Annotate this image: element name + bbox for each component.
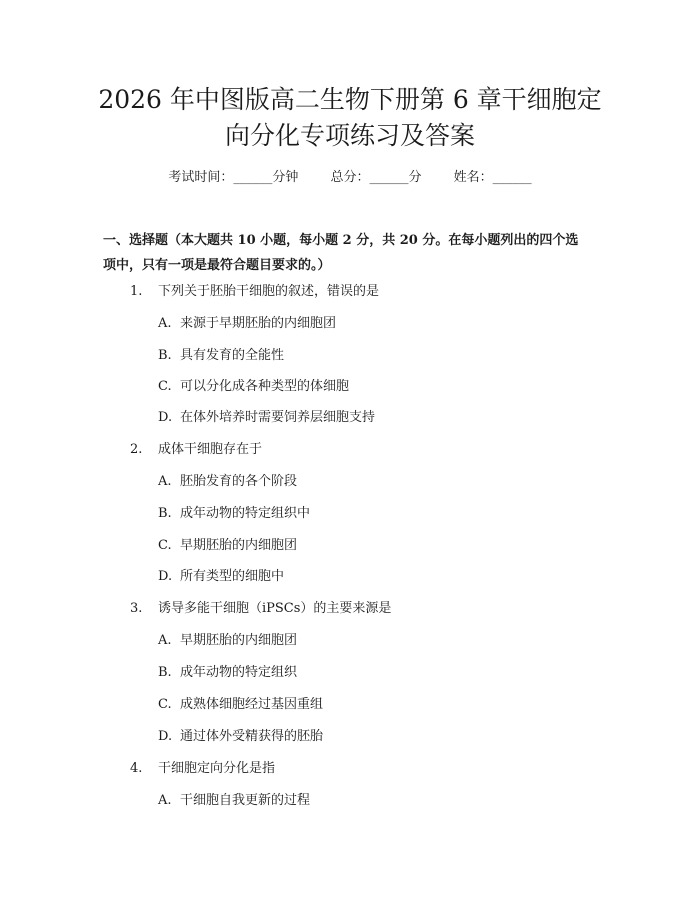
option-text: 胚胎发育的各个阶段 [180, 474, 298, 489]
student-name-field: 姓名：______ [453, 170, 532, 185]
question-number: 1. [130, 284, 143, 299]
option-letter: D. [158, 729, 173, 744]
option-letter: D. [158, 410, 173, 425]
option-text: 具有发育的全能性 [180, 348, 285, 363]
option-letter: A. [158, 633, 172, 648]
option-letter: C. [158, 538, 172, 553]
option-letter: B. [158, 348, 172, 363]
exam-meta [0, 168, 700, 188]
option-letter: C. [158, 379, 172, 394]
question-1-option-b [158, 346, 284, 366]
question-1-option-c [158, 377, 349, 397]
option-letter: C. [158, 697, 172, 712]
question-text: 下列关于胚胎干细胞的叙述，错误的是 [158, 284, 380, 299]
document-title-line1: 2026 年中图版高二生物下册第 6 章干细胞定 [98, 85, 602, 114]
question-3-option-d [158, 727, 323, 747]
question-4 [130, 759, 275, 779]
option-letter: B. [158, 665, 172, 680]
question-3-option-c [158, 695, 323, 715]
question-1 [130, 282, 379, 302]
option-text: 通过体外受精获得的胚胎 [180, 729, 324, 744]
question-2-option-c [158, 536, 297, 556]
option-text: 干细胞自我更新的过程 [180, 793, 311, 808]
exam-time-field: 考试时间：______分钟 [168, 170, 299, 185]
option-text: 成年动物的特定组织中 [180, 506, 311, 521]
option-text: 在体外培养时需要饲养层细胞支持 [180, 410, 376, 425]
option-letter: A. [158, 316, 172, 331]
question-number: 2. [130, 442, 143, 457]
question-1-option-a [158, 314, 336, 334]
question-text: 成体干细胞存在于 [158, 442, 263, 457]
option-letter: D. [158, 569, 173, 584]
option-text: 来源于早期胚胎的内细胞团 [180, 316, 337, 331]
question-number: 4. [130, 761, 143, 776]
option-letter: A. [158, 474, 172, 489]
option-letter: B. [158, 506, 172, 521]
option-text: 早期胚胎的内细胞团 [180, 633, 298, 648]
total-score-field: 总分：______分 [330, 170, 422, 185]
question-3 [130, 599, 391, 619]
option-text: 成年动物的特定组织 [180, 665, 298, 680]
question-3-option-b [158, 663, 297, 683]
option-text: 可以分化成各种类型的体细胞 [180, 379, 350, 394]
document-title-line2: 向分化专项练习及答案 [224, 121, 475, 150]
question-2-option-d [158, 567, 284, 587]
option-text: 早期胚胎的内细胞团 [180, 538, 298, 553]
question-3-option-a [158, 631, 297, 651]
section-heading-line2: 项中，只有一项是最符合题目要求的。） [103, 258, 331, 273]
section-heading-line1: 一、选择题（本大题共 10 小题，每小题 2 分，共 20 分。在每小题列出的四个选 [103, 233, 579, 248]
question-4-option-a [158, 791, 310, 811]
question-2 [130, 440, 262, 460]
question-text: 诱导多能干细胞（iPSCs）的主要来源是 [158, 601, 392, 616]
question-1-option-d [158, 408, 375, 428]
option-letter: A. [158, 793, 172, 808]
question-2-option-a [158, 472, 297, 492]
option-text: 成熟体细胞经过基因重组 [180, 697, 324, 712]
question-number: 3. [130, 601, 143, 616]
question-text: 干细胞定向分化是指 [158, 761, 276, 776]
question-2-option-b [158, 504, 310, 524]
option-text: 所有类型的细胞中 [180, 569, 285, 584]
